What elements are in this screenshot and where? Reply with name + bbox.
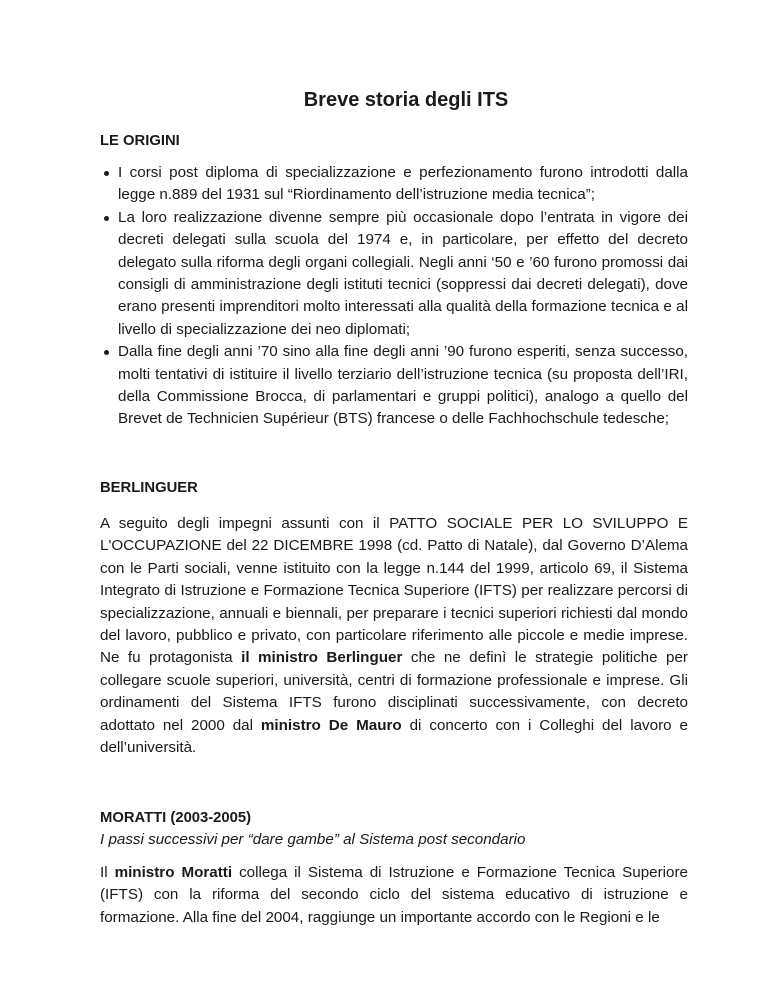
paragraph-text: che ne definì le strategie politiche per collegare scuole superiori, università, centri di formazione professionale e imprese. Gli ordinamenti del Sistema IFTS furono disciplinati successivamente, con decreto adottato nel 2000 dal — [100, 649, 688, 734]
origini-list — [100, 162, 688, 431]
page-title: Breve storia degli ITS — [303, 89, 509, 111]
paragraph-text: Il — [100, 863, 115, 881]
bold-text: ministro Moratti — [114, 863, 233, 881]
section-heading-berlinguer: BERLINGUER — [100, 479, 198, 496]
moratti-paragraph — [100, 862, 688, 929]
list-item: Dalla fine degli anni ’70 sino alla fine degli anni ’90 furono esperiti, senza successo, molti tentativi di istituire il livello terziario dell’istruzione tecnica (su proposta dell’IRI, della Commissione Brocca, di parlamentari e gruppi politici), analogo a quello del Brevet de Technicien Supérieur (BTS) francese o delle Fachhochschule tedesche; — [117, 341, 688, 431]
list-item: I corsi post diploma di specializzazione e perfezionamento furono introdotti dalla legge n.889 del 1931 sul “Riordinamento dell’istruzione media tecnica”; — [117, 162, 688, 207]
berlinguer-paragraph — [100, 513, 688, 759]
paragraph-text: di concerto con i Colleghi del lavoro e dell’università. — [100, 716, 688, 756]
section-heading-moratti: MORATTI (2003-2005) — [100, 810, 252, 827]
section-subtitle: I passi successivi per “dare gambe” al Sistema post secondario — [100, 831, 526, 849]
section-heading-origini: LE ORIGINI — [100, 133, 180, 149]
paragraph-text: collega il Sistema di Istruzione e Formazione Tecnica Superiore (IFTS) con la riforma del secondo ciclo del sistema educativo di istruzione e formazione. Alla fine del 2004, raggiunge un importante accordo con le Regioni e le — [100, 863, 688, 926]
bold-text: il ministro Berlinguer — [241, 649, 403, 667]
list-item: La loro realizzazione divenne sempre più occasionale dopo l’entrata in vigore dei decreti delegati sulla scuola del 1974 e, in particolare, per effetto del decreto delegato sulla riforma degli organi collegiali. Negli anni ‘50 e ’60 furono promossi dai consigli di amministrazione degli istituti tecnici (soppressi dai decreti delegati), dove erano presenti imprenditori molto interessati alla qualità della formazione tecnica e al livello di specializzazione dei neo diplomati; — [117, 207, 688, 341]
paragraph-text: A seguito degli impegni assunti con il PATTO SOCIALE PER LO SVILUPPO E L'OCCUPAZIONE del 22 DICEMBRE 1998 (cd. Patto di Natale), dal Governo D’Alema con le Parti sociali, venne istituito con la legge n.144 del 1999, articolo 69, il Sistema Integrato di Istruzione e Formazione Tecnica Superiore (IFTS) per realizzare percorsi di specializzazione, annuali e biennali, per preparare i tecnici superiori richiesti dal mondo del lavoro, pubblico e privato, con particolare riferimento alle piccole e medie imprese. Ne fu protagonista — [100, 514, 688, 667]
bold-text: ministro De Mauro — [260, 716, 402, 734]
